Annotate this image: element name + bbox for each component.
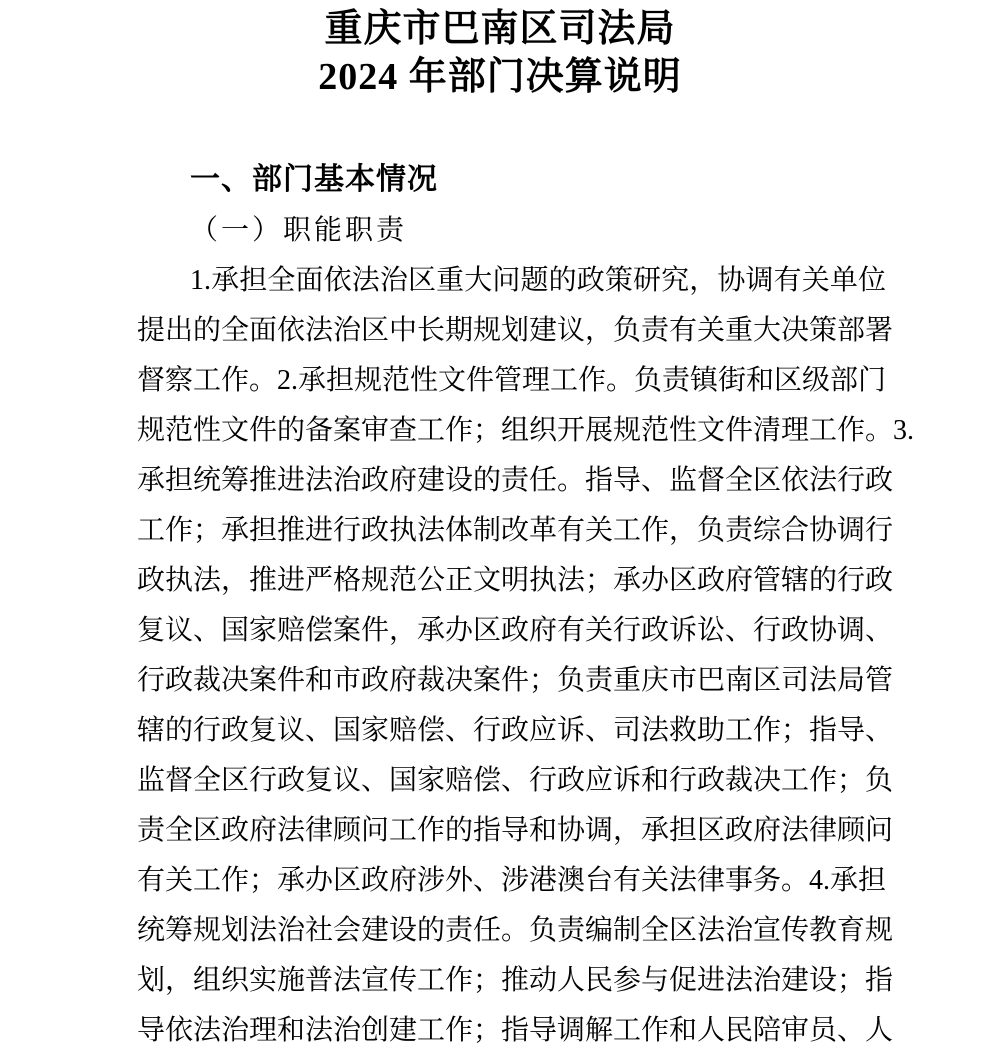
- section-heading: 一、部门基本情况: [190, 163, 438, 196]
- paragraph-duties: [137, 256, 915, 1052]
- body-line: 监督全区行政复议、国家赔偿、行政应诉和行政裁决工作；负: [137, 765, 894, 796]
- body-line: 有关工作；承办区政府涉外、涉港澳台有关法律事务。4.承担: [137, 865, 887, 896]
- body-line: 1.承担全面依法治区重大问题的政策研究，协调有关单位: [190, 265, 886, 296]
- body-line: 提出的全面依法治区中长期规划建议，负责有关重大决策部署: [137, 315, 894, 346]
- document-content: [0, 161, 1000, 1052]
- body-line: 政执法，推进严格规范公正文明执法；承办区政府管辖的行政: [137, 565, 894, 596]
- body-line: 导依法治理和法治创建工作；指导调解工作和人民陪审员、人: [137, 1015, 894, 1046]
- body-line: 划，组织实施普法宣传工作；推动人民参与促进法治建设；指: [137, 965, 894, 996]
- body-line: 行政裁决案件和市政府裁决案件；负责重庆市巴南区司法局管: [137, 665, 894, 696]
- body-line: 工作；承担推进行政执法体制改革有关工作，负责综合协调行: [137, 515, 894, 546]
- document-title-line1: 重庆市巴南区司法局: [324, 8, 676, 50]
- body-line: 辖的行政复议、国家赔偿、行政应诉、司法救助工作；指导、: [137, 715, 894, 746]
- body-line: 承担统筹推进法治政府建设的责任。指导、监督全区依法行政: [137, 465, 894, 496]
- document-title: [0, 0, 1000, 101]
- body-line: 复议、国家赔偿案件，承办区政府有关行政诉讼、行政协调、: [137, 615, 894, 646]
- body-line: 规范性文件的备案审查工作；组织开展规范性文件清理工作。3.: [137, 415, 915, 446]
- body-line: 责全区政府法律顾问工作的指导和协调，承担区政府法律顾问: [137, 815, 894, 846]
- body-line: 统筹规划法治社会建设的责任。负责编制全区法治宣传教育规: [137, 915, 894, 946]
- document-title-line2: 2024 年部门决算说明: [318, 56, 682, 98]
- section-subheading: （一）职能职责: [190, 215, 408, 246]
- body-line: 督察工作。2.承担规范性文件管理工作。负责镇街和区级部门: [137, 365, 887, 396]
